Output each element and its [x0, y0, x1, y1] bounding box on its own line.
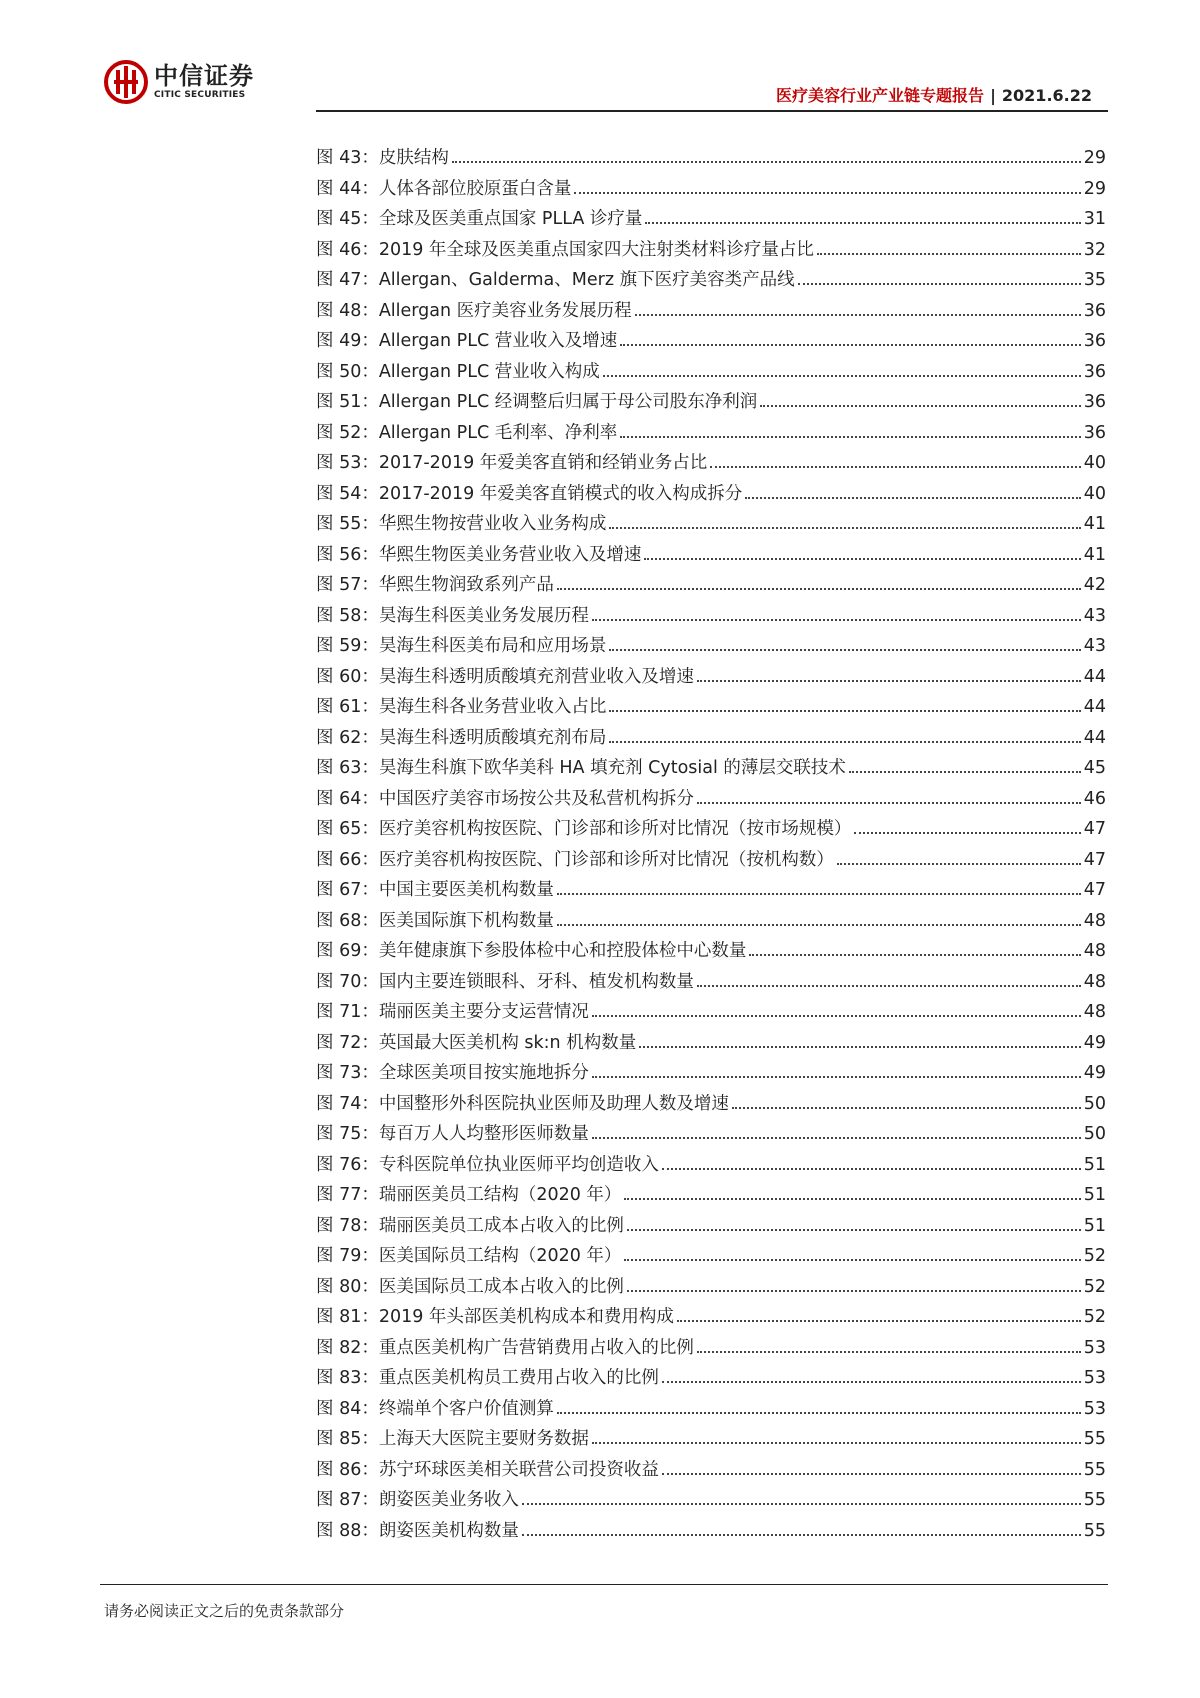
- toc-entry-page: 35: [1083, 270, 1106, 290]
- toc-entry-label: 图 48：Allergan 医疗美容业务发展历程: [316, 300, 632, 321]
- toc-entry-page: 48: [1083, 941, 1106, 961]
- toc-dot-leader: [697, 985, 1081, 987]
- toc-dot-leader: [627, 1290, 1081, 1292]
- toc-dot-leader: [609, 527, 1080, 529]
- toc-entry[interactable]: [316, 300, 1106, 331]
- toc-dot-leader: [574, 192, 1080, 194]
- toc-entry-label: 图 87：朗姿医美业务收入: [316, 1490, 519, 1510]
- toc-dot-leader: [624, 1259, 1080, 1261]
- toc-dot-leader: [609, 741, 1080, 743]
- toc-entry-label: 图 65：医疗美容机构按医院、门诊部和诊所对比情况（按市场规模）: [316, 819, 852, 839]
- title-separator: |: [990, 86, 996, 105]
- toc-entry[interactable]: [316, 940, 1106, 971]
- toc-entry-label: 图 84：终端单个客户价值测算: [316, 1398, 554, 1419]
- toc-dot-leader: [609, 710, 1080, 712]
- company-name-en: CITIC SECURITIES: [154, 90, 246, 100]
- toc-entry-label: 图 77：瑞丽医美员工结构（2020 年）: [316, 1185, 622, 1205]
- toc-entry[interactable]: [316, 361, 1106, 392]
- toc-entry-page: 29: [1083, 178, 1106, 199]
- toc-entry[interactable]: [316, 635, 1106, 666]
- toc-entry-label: 图 62：昊海生科透明质酸填充剂布局: [316, 727, 607, 748]
- toc-entry-page: 51: [1083, 1154, 1106, 1175]
- toc-entry-label: 图 79：医美国际员工结构（2020 年）: [316, 1246, 622, 1266]
- toc-entry-page: 47: [1083, 880, 1106, 900]
- toc-entry-page: 53: [1083, 1398, 1106, 1419]
- toc-dot-leader: [592, 1015, 1081, 1017]
- toc-entry-label: 图 78：瑞丽医美员工成本占收入的比例: [316, 1215, 624, 1236]
- page-header: [0, 0, 1200, 120]
- toc-dot-leader: [837, 863, 1081, 865]
- toc-entry-page: 55: [1083, 1459, 1106, 1480]
- report-title: 医疗美容行业产业链专题报告: [776, 86, 985, 105]
- footer-divider: [100, 1584, 1108, 1585]
- report-title-line: [776, 86, 1092, 106]
- toc-dot-leader: [603, 375, 1081, 377]
- toc-entry-page: 50: [1083, 1093, 1106, 1114]
- toc-dot-leader: [644, 558, 1080, 560]
- toc-dot-leader: [592, 619, 1081, 621]
- toc-dot-leader: [677, 1320, 1081, 1322]
- toc-entry[interactable]: [316, 1062, 1106, 1093]
- toc-entry-label: 图 66：医疗美容机构按医院、门诊部和诊所对比情况（按机构数）: [316, 849, 834, 870]
- toc-entry-label: 图 85：上海天大医院主要财务数据: [316, 1429, 589, 1449]
- toc-entry-page: 49: [1083, 1032, 1106, 1053]
- toc-entry-page: 48: [1083, 1002, 1106, 1022]
- toc-dot-leader: [557, 588, 1081, 590]
- toc-entry[interactable]: [316, 910, 1106, 941]
- toc-entry-page: 52: [1083, 1307, 1106, 1327]
- figure-table-of-contents: [316, 147, 1106, 1550]
- toc-dot-leader: [645, 222, 1080, 224]
- toc-dot-leader: [817, 253, 1081, 255]
- toc-dot-leader: [592, 1137, 1081, 1139]
- toc-dot-leader: [627, 1229, 1081, 1231]
- toc-dot-leader: [710, 466, 1080, 468]
- toc-entry-page: 40: [1083, 453, 1106, 473]
- toc-entry-label: 图 70：国内主要连锁眼科、牙科、植发机构数量: [316, 971, 694, 992]
- toc-entry-label: 图 73：全球医美项目按实施地拆分: [316, 1063, 589, 1083]
- toc-dot-leader: [697, 680, 1081, 682]
- toc-dot-leader: [662, 1381, 1081, 1383]
- toc-entry-page: 55: [1083, 1429, 1106, 1449]
- toc-dot-leader: [522, 1503, 1081, 1505]
- toc-entry-label: 图 69：美年健康旗下参股体检中心和控股体检中心数量: [316, 941, 747, 961]
- toc-entry-label: 图 57：华熙生物润致系列产品: [316, 575, 554, 595]
- toc-entry-page: 53: [1083, 1337, 1106, 1358]
- toc-entry-page: 41: [1083, 544, 1106, 565]
- citic-logo-icon: [104, 60, 148, 104]
- toc-entry-page: 52: [1083, 1276, 1106, 1297]
- toc-entry-page: 41: [1083, 514, 1106, 534]
- toc-dot-leader: [592, 1076, 1081, 1078]
- toc-entry[interactable]: [316, 1398, 1106, 1429]
- toc-dot-leader: [592, 1442, 1081, 1444]
- toc-dot-leader: [635, 314, 1081, 316]
- toc-entry-label: 图 64：中国医疗美容市场按公共及私营机构拆分: [316, 788, 694, 809]
- toc-dot-leader: [749, 954, 1080, 956]
- toc-entry[interactable]: [316, 788, 1106, 819]
- toc-entry[interactable]: [316, 879, 1106, 910]
- toc-entry-page: 51: [1083, 1215, 1106, 1236]
- toc-entry-page: 44: [1083, 697, 1106, 717]
- toc-entry[interactable]: [316, 178, 1106, 209]
- toc-entry-page: 36: [1083, 422, 1106, 443]
- toc-entry-label: 图 50：Allergan PLC 营业收入构成: [316, 361, 600, 382]
- company-logo: [104, 60, 254, 104]
- toc-entry[interactable]: [316, 849, 1106, 880]
- toc-entry-page: 44: [1083, 666, 1106, 687]
- toc-entry-page: 42: [1083, 575, 1106, 595]
- toc-entry-label: 图 68：医美国际旗下机构数量: [316, 910, 554, 931]
- header-divider: [316, 110, 1108, 112]
- company-name-cn: 中信证券: [154, 62, 254, 90]
- toc-entry-label: 图 61：昊海生科各业务营业收入占比: [316, 697, 607, 717]
- toc-entry[interactable]: [316, 1459, 1106, 1490]
- toc-entry-page: 36: [1083, 361, 1106, 382]
- toc-entry-label: 图 63：昊海生科旗下欧华美科 HA 填充剂 Cytosial 的薄层交联技术: [316, 758, 846, 778]
- toc-entry-page: 40: [1083, 483, 1106, 504]
- toc-entry[interactable]: [316, 1123, 1106, 1154]
- toc-entry-label: 图 81：2019 年头部医美机构成本和费用构成: [316, 1307, 674, 1327]
- toc-entry-label: 图 44：人体各部位胶原蛋白含量: [316, 178, 572, 199]
- toc-entry-label: 图 58：昊海生科医美业务发展历程: [316, 605, 589, 626]
- toc-entry-label: 图 60：昊海生科透明质酸填充剂营业收入及增速: [316, 666, 694, 687]
- toc-entry[interactable]: [316, 452, 1106, 483]
- toc-dot-leader: [452, 161, 1081, 163]
- toc-dot-leader: [557, 1412, 1081, 1414]
- toc-entry[interactable]: [316, 1093, 1106, 1124]
- toc-entry-page: 49: [1083, 1063, 1106, 1083]
- disclaimer-text: 请务必阅读正文之后的免责条款部分: [104, 1602, 345, 1620]
- toc-dot-leader: [662, 1168, 1081, 1170]
- toc-entry[interactable]: [316, 208, 1106, 239]
- toc-entry-label: 图 49：Allergan PLC 营业收入及增速: [316, 331, 618, 351]
- toc-entry-page: 36: [1083, 392, 1106, 412]
- toc-entry[interactable]: [316, 757, 1106, 788]
- toc-entry-page: 46: [1083, 788, 1106, 809]
- toc-entry-label: 图 71：瑞丽医美主要分支运营情况: [316, 1002, 589, 1022]
- toc-entry[interactable]: [316, 605, 1106, 636]
- toc-entry-label: 图 52：Allergan PLC 毛利率、净利率: [316, 422, 618, 443]
- toc-entry-page: 48: [1083, 910, 1106, 931]
- toc-entry-label: 图 88：朗姿医美机构数量: [316, 1520, 519, 1541]
- toc-entry[interactable]: [316, 239, 1106, 270]
- toc-entry-page: 36: [1083, 300, 1106, 321]
- toc-entry[interactable]: [316, 513, 1106, 544]
- toc-entry-page: 51: [1083, 1185, 1106, 1205]
- toc-entry-label: 图 56：华熙生物医美业务营业收入及增速: [316, 544, 642, 565]
- toc-entry[interactable]: [316, 696, 1106, 727]
- toc-entry-page: 53: [1083, 1368, 1106, 1388]
- toc-dot-leader: [760, 405, 1080, 407]
- toc-entry[interactable]: [316, 1520, 1106, 1551]
- toc-entry[interactable]: [316, 1215, 1106, 1246]
- toc-entry-label: 图 47：Allergan、Galderma、Merz 旗下医疗美容类产品线: [316, 270, 795, 290]
- toc-entry[interactable]: [316, 727, 1106, 758]
- toc-entry-page: 50: [1083, 1124, 1106, 1144]
- toc-dot-leader: [620, 436, 1080, 438]
- toc-dot-leader: [697, 1351, 1081, 1353]
- toc-entry-page: 47: [1083, 849, 1106, 870]
- toc-entry-page: 52: [1083, 1246, 1106, 1266]
- toc-entry-label: 图 45：全球及医美重点国家 PLLA 诊疗量: [316, 209, 643, 229]
- toc-dot-leader: [849, 771, 1081, 773]
- toc-entry[interactable]: [316, 1276, 1106, 1307]
- toc-entry-page: 44: [1083, 727, 1106, 748]
- toc-entry-label: 图 59：昊海生科医美布局和应用场景: [316, 636, 607, 656]
- toc-entry[interactable]: [316, 1367, 1106, 1398]
- toc-dot-leader: [557, 893, 1081, 895]
- toc-entry-page: 55: [1083, 1520, 1106, 1541]
- toc-entry-label: 图 82：重点医美机构广告营销费用占收入的比例: [316, 1337, 694, 1358]
- toc-entry[interactable]: [316, 1489, 1106, 1520]
- toc-entry[interactable]: [316, 1184, 1106, 1215]
- toc-entry[interactable]: [316, 483, 1106, 514]
- toc-entry-label: 图 80：医美国际员工成本占收入的比例: [316, 1276, 624, 1297]
- toc-entry[interactable]: [316, 1001, 1106, 1032]
- toc-entry[interactable]: [316, 1337, 1106, 1368]
- toc-entry-label: 图 74：中国整形外科医院执业医师及助理人数及增速: [316, 1093, 729, 1114]
- toc-entry-label: 图 67：中国主要医美机构数量: [316, 880, 554, 900]
- toc-dot-leader: [798, 283, 1081, 285]
- toc-entry[interactable]: [316, 1306, 1106, 1337]
- toc-entry-label: 图 75：每百万人人均整形医师数量: [316, 1124, 589, 1144]
- toc-entry-page: 48: [1083, 971, 1106, 992]
- toc-entry[interactable]: [316, 1154, 1106, 1185]
- toc-dot-leader: [854, 832, 1080, 834]
- toc-entry-page: 36: [1083, 331, 1106, 351]
- toc-entry[interactable]: [316, 1032, 1106, 1063]
- toc-entry-label: 图 53：2017-2019 年爱美客直销和经销业务占比: [316, 453, 708, 473]
- toc-entry[interactable]: [316, 330, 1106, 361]
- toc-entry-label: 图 46：2019 年全球及医美重点国家四大注射类材料诊疗量占比: [316, 239, 814, 260]
- toc-entry[interactable]: [316, 574, 1106, 605]
- toc-dot-leader: [697, 802, 1081, 804]
- toc-entry[interactable]: [316, 422, 1106, 453]
- toc-entry-label: 图 86：苏宁环球医美相关联营公司投资收益: [316, 1459, 659, 1480]
- toc-entry[interactable]: [316, 544, 1106, 575]
- toc-entry-label: 图 43：皮肤结构: [316, 148, 449, 168]
- toc-entry-label: 图 72：英国最大医美机构 sk:n 机构数量: [316, 1032, 637, 1053]
- toc-entry[interactable]: [316, 1428, 1106, 1459]
- toc-dot-leader: [620, 344, 1080, 346]
- toc-dot-leader: [639, 1046, 1081, 1048]
- toc-entry[interactable]: [316, 666, 1106, 697]
- toc-dot-leader: [624, 1198, 1080, 1200]
- toc-entry-page: 31: [1083, 209, 1106, 229]
- toc-dot-leader: [557, 924, 1081, 926]
- toc-entry-page: 32: [1083, 239, 1106, 260]
- toc-entry-page: 43: [1083, 605, 1106, 626]
- toc-entry[interactable]: [316, 391, 1106, 422]
- toc-entry-page: 47: [1083, 819, 1106, 839]
- toc-dot-leader: [662, 1473, 1081, 1475]
- toc-entry[interactable]: [316, 971, 1106, 1002]
- toc-entry[interactable]: [316, 1245, 1106, 1276]
- toc-entry-page: 29: [1083, 148, 1106, 168]
- report-date: 2021.6.22: [1001, 86, 1092, 105]
- toc-entry[interactable]: [316, 147, 1106, 178]
- toc-entry-page: 55: [1083, 1490, 1106, 1510]
- toc-entry-label: 图 55：华熙生物按营业收入业务构成: [316, 514, 607, 534]
- toc-dot-leader: [609, 649, 1080, 651]
- toc-dot-leader: [732, 1107, 1081, 1109]
- toc-entry-label: 图 51：Allergan PLC 经调整后归属于母公司股东净利润: [316, 392, 758, 412]
- toc-entry-page: 45: [1083, 758, 1106, 778]
- toc-entry-label: 图 76：专科医院单位执业医师平均创造收入: [316, 1154, 659, 1175]
- toc-dot-leader: [522, 1534, 1081, 1536]
- toc-entry-page: 43: [1083, 636, 1106, 656]
- toc-dot-leader: [745, 497, 1080, 499]
- toc-entry-label: 图 83：重点医美机构员工费用占收入的比例: [316, 1368, 659, 1388]
- toc-entry-label: 图 54：2017-2019 年爱美客直销模式的收入构成拆分: [316, 483, 743, 504]
- toc-entry[interactable]: [316, 269, 1106, 300]
- toc-entry[interactable]: [316, 818, 1106, 849]
